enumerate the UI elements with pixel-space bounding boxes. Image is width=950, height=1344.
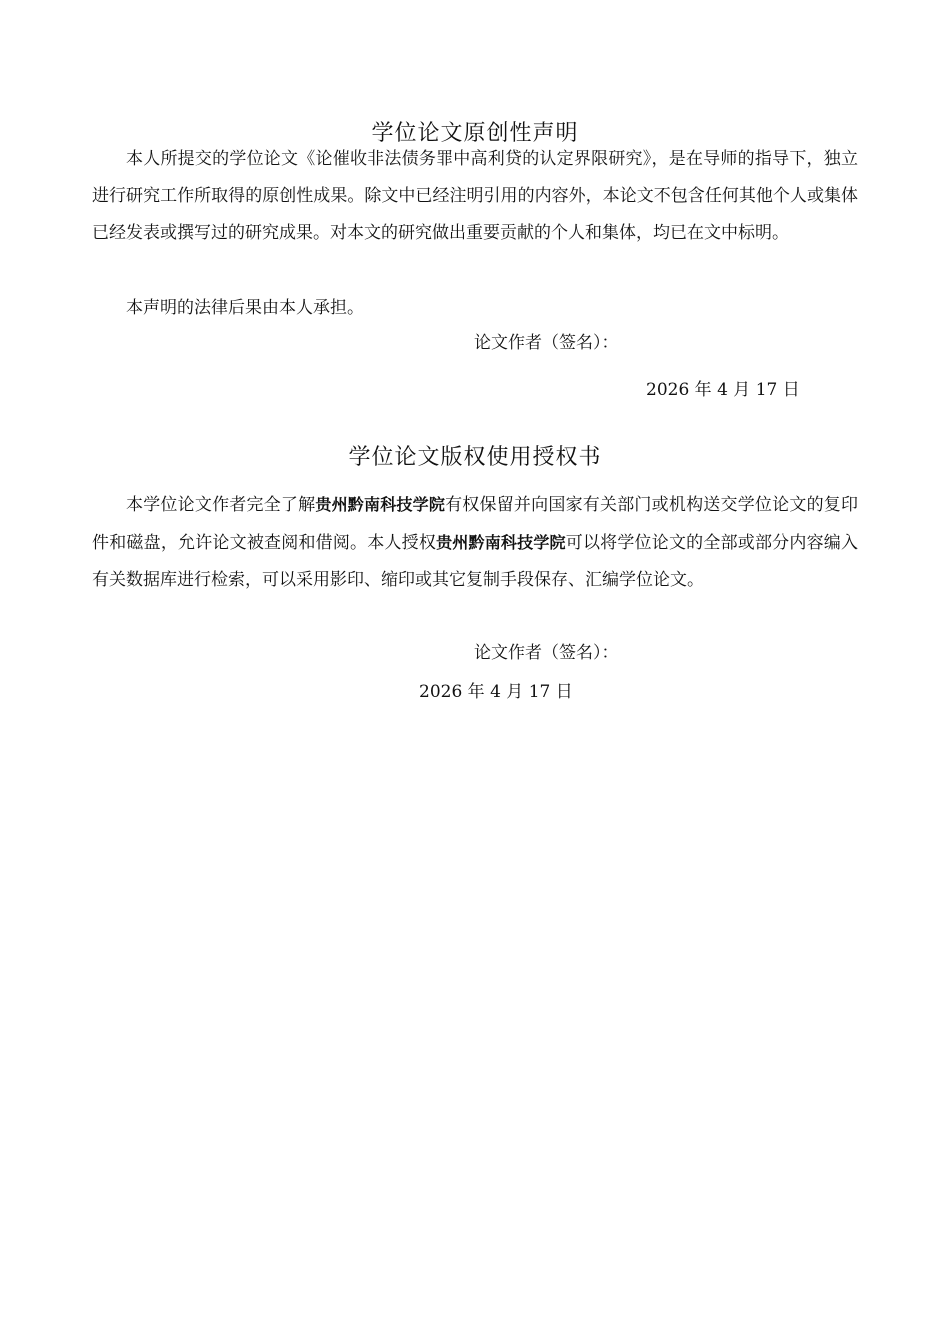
copyright-text-part3: 可以将学位论文的全部或部分内容编入有关数据库进行检索，可以采用影印、缩印或其它复制手段保存、汇编学位论文。 <box>92 533 859 590</box>
originality-paragraph: 本人所提交的学位论文《论催收非法债务罪中高利贷的认定界限研究》，是在导师的指导下，独立进行研究工作所取得的原创性成果。除文中已经注明引用的内容外，本论文不包含任何其他个人或集体已经发表或撰写过的研究成果。对本文的研究做出重要贡献的个人和集体，均已在文中标明。 <box>92 149 858 243</box>
copyright-paragraph <box>92 486 858 599</box>
originality-date: 2026 年 4 月 17 日 <box>646 380 800 400</box>
copyright-text-part1: 本学位论文作者完全了解 <box>126 495 316 515</box>
institution-name-2: 贵州黔南科技学院 <box>436 533 566 552</box>
originality-title: 学位论文原创性声明 <box>371 121 579 146</box>
copyright-text-part2: 有权保留并向国家有关部门或机构送交学位论文的复印件和磁盘，允许论文被查阅和借阅。本人授权 <box>92 495 858 553</box>
originality-signature-label: 论文作者（签名）： <box>474 333 619 353</box>
legal-consequence-paragraph: 本声明的法律后果由本人承担。 <box>126 298 364 318</box>
copyright-signature-label: 论文作者（签名）： <box>474 643 619 663</box>
institution-name: 贵州黔南科技学院 <box>315 495 446 514</box>
copyright-date: 2026 年 4 月 17 日 <box>419 682 573 702</box>
copyright-title: 学位论文版权使用授权书 <box>348 445 602 470</box>
